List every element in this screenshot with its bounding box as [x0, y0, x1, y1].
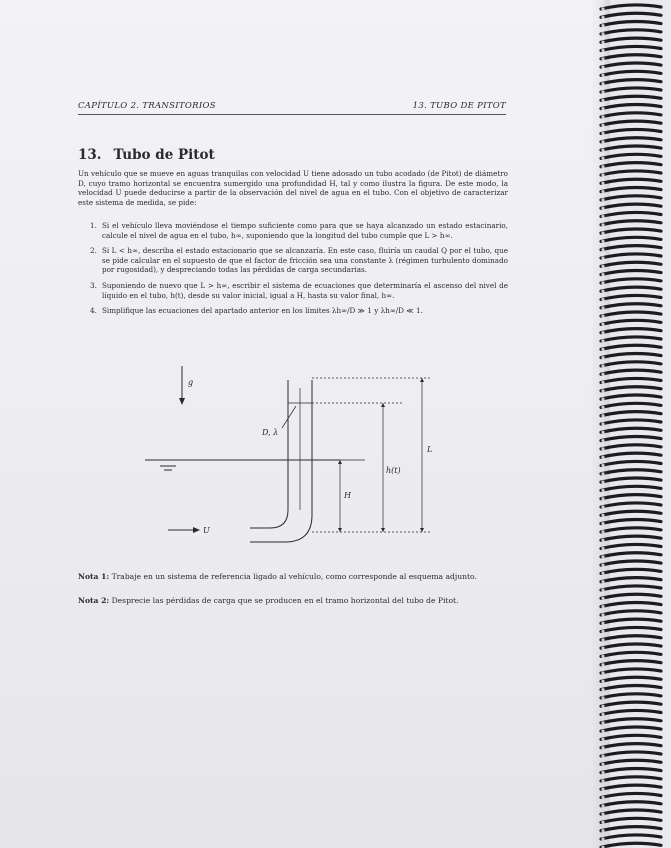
spiral-coil: [601, 138, 661, 142]
spiral-coil: [601, 511, 661, 515]
spiral-coil: [601, 345, 661, 349]
binding-hole: [601, 663, 604, 666]
spiral-coil: [601, 478, 661, 482]
spiral-coil: [601, 71, 661, 75]
binding-hole: [601, 373, 604, 376]
spiral-coil: [601, 403, 661, 407]
binding-hole: [601, 339, 604, 342]
spiral-coil: [601, 760, 661, 764]
spiral-coil: [601, 503, 661, 507]
binding-hole: [601, 82, 604, 85]
binding-hole: [601, 99, 604, 102]
binding-hole: [601, 788, 604, 791]
binding-hole: [601, 124, 604, 127]
spiral-coil: [601, 13, 661, 17]
spiral-coil: [601, 735, 661, 739]
binding-hole: [601, 505, 604, 508]
spiral-coil: [601, 370, 661, 374]
binding-hole: [601, 381, 604, 384]
spiral-coil: [601, 843, 661, 847]
binding-hole: [601, 489, 604, 492]
spiral-coil: [601, 304, 661, 308]
binding-hole: [601, 265, 604, 268]
spiral-coil: [601, 445, 661, 449]
binding-hole: [601, 696, 604, 699]
gravity-arrowhead: [179, 398, 185, 405]
binding-hole: [601, 613, 604, 616]
spiral-coil: [601, 561, 661, 565]
note-1: [78, 572, 518, 582]
spiral-coil: [601, 495, 661, 499]
task-index: 4.: [90, 306, 97, 316]
binding-hole: [601, 464, 604, 467]
binding-hole: [601, 829, 604, 832]
spiral-binding-svg: [595, 0, 671, 848]
spiral-coil: [601, 644, 661, 648]
spiral-coil: [601, 287, 661, 291]
binding-hole: [601, 514, 604, 517]
note-label: Nota 1:: [78, 572, 110, 581]
spiral-coil: [601, 279, 661, 283]
binding-hole: [601, 539, 604, 542]
binding-hole: [601, 7, 604, 10]
spiral-coil: [601, 96, 661, 100]
note-text: Desprecie las pérdidas de carga que se producen en el tramo horizontal del tubo de Pitot.: [111, 596, 459, 605]
binding-hole: [601, 422, 604, 425]
spiral-coil: [601, 802, 661, 806]
binding-hole: [601, 398, 604, 401]
binding-hole: [601, 364, 604, 367]
binding-hole: [601, 389, 604, 392]
binding-hole: [601, 190, 604, 193]
spiral-coil: [601, 105, 661, 109]
spiral-coil: [601, 262, 661, 266]
dim-arrowhead: [420, 528, 424, 532]
binding-hole: [601, 298, 604, 301]
label-H: H: [344, 491, 351, 500]
spiral-coil: [601, 171, 661, 175]
binding-hole: [601, 796, 604, 799]
binding-hole: [601, 738, 604, 741]
spiral-coil: [601, 63, 661, 67]
binding-hole: [601, 315, 604, 318]
spiral-coil: [601, 553, 661, 557]
spiral-coil: [601, 520, 661, 524]
dim-arrowhead: [381, 403, 385, 407]
binding-hole: [601, 580, 604, 583]
binding-hole: [601, 240, 604, 243]
binding-hole: [601, 207, 604, 210]
spiral-coil: [601, 619, 661, 623]
spiral-coil: [601, 536, 661, 540]
dim-arrowhead: [338, 528, 342, 532]
binding-hole: [601, 655, 604, 658]
binding-hole: [601, 306, 604, 309]
binding-hole: [601, 481, 604, 484]
binding-hole: [601, 746, 604, 749]
binding-hole: [601, 721, 604, 724]
binding-hole: [601, 779, 604, 782]
note-2: [78, 596, 518, 606]
binding-hole: [601, 356, 604, 359]
header-section: 13. TUBO DE PITOT: [412, 101, 506, 111]
spiral-coil: [601, 769, 661, 773]
binding-hole: [601, 90, 604, 93]
task-item: [90, 306, 508, 316]
binding-hole: [601, 456, 604, 459]
binding-hole: [601, 256, 604, 259]
spiral-coil: [601, 777, 661, 781]
binding-hole: [601, 837, 604, 840]
binding-hole: [601, 173, 604, 176]
binding-hole: [601, 522, 604, 525]
binding-hole: [601, 57, 604, 60]
spiral-coil: [601, 254, 661, 258]
binding-hole: [601, 688, 604, 691]
spiral-coil: [601, 528, 661, 532]
task-text: Si L < h∞, describa el estado estacionario que se alcanzaría. En este caso, fluiría un caudal Q por el tubo, que se pide calcular en el supuesto de que el factor de fricción sea una constante λ (régimen turbulento dominado por rugosidad), y despreciando todas las pérdidas de carga secundarias.: [102, 246, 508, 275]
binding-hole: [601, 671, 604, 674]
binding-hole: [601, 705, 604, 708]
binding-hole: [601, 622, 604, 625]
spiral-coil: [601, 710, 661, 714]
spiral-coil: [601, 428, 661, 432]
spiral-coil: [601, 121, 661, 125]
spiral-coil: [601, 752, 661, 756]
spiral-coil: [601, 378, 661, 382]
spiral-coil: [601, 188, 661, 192]
binding-hole: [601, 49, 604, 52]
spiral-coil: [601, 387, 661, 391]
spiral-coil: [601, 437, 661, 441]
label-L: L: [427, 445, 433, 454]
binding-hole: [601, 132, 604, 135]
binding-hole: [601, 804, 604, 807]
task-index: 1.: [90, 221, 97, 230]
spiral-coil: [601, 793, 661, 797]
spiral-coil: [601, 652, 661, 656]
binding-hole: [601, 406, 604, 409]
spiral-coil: [601, 129, 661, 133]
binding-hole: [601, 115, 604, 118]
task-index: 2.: [90, 246, 97, 256]
spiral-coil: [601, 461, 661, 465]
spiral-coil: [601, 453, 661, 457]
spiral-coil: [601, 154, 661, 158]
spiral-coil: [601, 179, 661, 183]
problem-statement: Un vehículo que se mueve en aguas tranquilas con velocidad U tiene adosado un tubo acodado (de Pitot) de diámetro D, cuyo tramo horizontal se encuentra sumergido una profundidad H, tal y como ilustra la figura. De este modo, la velocidad U puede deducirse a partir de la observación del nivel de agua en el tubo. Con el objetivo de caracterizar este sistema de medida, se pide:: [78, 169, 508, 207]
binding-hole: [601, 771, 604, 774]
spiral-coil: [601, 578, 661, 582]
binding-hole: [601, 754, 604, 757]
spiral-coil: [601, 420, 661, 424]
dim-arrowhead: [420, 378, 424, 382]
spiral-coil: [601, 80, 661, 84]
dim-arrowhead: [338, 460, 342, 464]
spiral-coil: [601, 312, 661, 316]
spiral-binding: [595, 0, 671, 848]
spiral-coil: [601, 486, 661, 490]
dim-arrowhead: [381, 528, 385, 532]
spiral-coil: [601, 677, 661, 681]
spiral-coil: [601, 611, 661, 615]
binding-hole: [601, 821, 604, 824]
spiral-coil: [601, 818, 661, 822]
binding-hole: [601, 281, 604, 284]
task-text: Suponiendo de nuevo que L > h∞, escribir el sistema de ecuaciones que determinaría el ascenso del nivel de líquido en el tubo, h(t), desde su valor inicial, igual a H, hasta su valor final, h∞.: [102, 280, 508, 300]
binding-hole: [601, 66, 604, 69]
tube-outer-wall: [250, 380, 312, 542]
spiral-coil: [601, 702, 661, 706]
binding-hole: [601, 605, 604, 608]
spiral-coil: [601, 395, 661, 399]
running-header: [78, 101, 506, 115]
binding-hole: [601, 157, 604, 160]
binding-hole: [601, 32, 604, 35]
spiral-coil: [601, 686, 661, 690]
spiral-coil: [601, 569, 661, 573]
task-item: [90, 246, 508, 275]
spiral-coil: [601, 694, 661, 698]
binding-hole: [601, 763, 604, 766]
spiral-coil: [601, 329, 661, 333]
label-D-lambda: D, λ: [262, 428, 279, 437]
spiral-coil: [601, 146, 661, 150]
binding-hole: [601, 323, 604, 326]
binding-hole: [601, 273, 604, 276]
spiral-coil: [601, 785, 661, 789]
label-U: U: [203, 526, 210, 535]
binding-hole: [601, 447, 604, 450]
spiral-coil: [601, 55, 661, 59]
pitot-figure-svg: [140, 360, 440, 560]
spiral-coil: [601, 271, 661, 275]
binding-hole: [601, 182, 604, 185]
binding-hole: [601, 140, 604, 143]
binding-hole: [601, 16, 604, 19]
task-text: Simplifique las ecuaciones del apartado anterior en los límites λh∞/D ≫ 1 y λh∞/D ≪ 1.: [102, 306, 423, 316]
spiral-coil: [601, 229, 661, 233]
task-item: [90, 281, 508, 300]
spiral-coil: [601, 22, 661, 26]
binding-hole: [601, 290, 604, 293]
leader-line: [282, 406, 296, 428]
binding-hole: [601, 680, 604, 683]
binding-hole: [601, 431, 604, 434]
binding-hole: [601, 572, 604, 575]
binding-hole: [601, 149, 604, 152]
spiral-coil: [601, 827, 661, 831]
binding-hole: [601, 439, 604, 442]
spiral-coil: [601, 810, 661, 814]
spiral-coil: [601, 544, 661, 548]
binding-hole: [601, 248, 604, 251]
spiral-coil: [601, 320, 661, 324]
spiral-coil: [601, 744, 661, 748]
spiral-coil: [601, 669, 661, 673]
spiral-coil: [601, 354, 661, 358]
binding-hole: [601, 564, 604, 567]
binding-hole: [601, 107, 604, 110]
spiral-coil: [601, 661, 661, 665]
pitot-tube-diagram: [140, 360, 440, 560]
binding-hole: [601, 223, 604, 226]
spiral-coil: [601, 337, 661, 341]
binding-hole: [601, 530, 604, 533]
binding-hole: [601, 630, 604, 633]
spiral-coil: [601, 412, 661, 416]
spiral-coil: [601, 835, 661, 839]
spiral-coil: [601, 594, 661, 598]
label-g: g: [188, 378, 194, 387]
spiral-coil: [601, 727, 661, 731]
binding-hole: [601, 497, 604, 500]
spiral-coil: [601, 362, 661, 366]
task-index: 3.: [90, 280, 97, 290]
binding-hole: [601, 165, 604, 168]
task-item: [90, 221, 508, 240]
spiral-coil: [601, 38, 661, 42]
binding-hole: [601, 232, 604, 235]
task-list: [90, 221, 508, 322]
binding-hole: [601, 647, 604, 650]
binding-hole: [601, 555, 604, 558]
binding-hole: [601, 597, 604, 600]
binding-hole: [601, 41, 604, 44]
binding-hole: [601, 730, 604, 733]
binding-hole: [601, 472, 604, 475]
spiral-coil: [601, 30, 661, 34]
binding-hole: [601, 215, 604, 218]
note-label: Nota 2:: [78, 596, 110, 605]
label-h-t: h(t): [386, 466, 401, 475]
binding-hole: [601, 414, 604, 417]
binding-hole: [601, 348, 604, 351]
spiral-coil: [601, 470, 661, 474]
note-text: Trabaje en un sistema de referencia ligado al vehículo, como corresponde al esquema adjunto.: [111, 572, 477, 581]
binding-hole: [601, 547, 604, 550]
header-chapter: CAPÍTULO 2. TRANSITORIOS: [78, 101, 216, 111]
spiral-coil: [601, 719, 661, 723]
spiral-coil: [601, 46, 661, 50]
binding-hole: [601, 198, 604, 201]
binding-hole: [601, 813, 604, 816]
section-number: 13.: [78, 147, 102, 163]
spiral-coil: [601, 88, 661, 92]
spiral-coil: [601, 212, 661, 216]
spiral-coil: [601, 221, 661, 225]
tube-inner-wall: [250, 380, 288, 528]
section-title-text: Tubo de Pitot: [113, 147, 215, 163]
binding-hole: [601, 713, 604, 716]
spiral-coil: [601, 5, 661, 9]
spiral-coil: [601, 586, 661, 590]
spiral-coil: [601, 113, 661, 117]
spiral-coil: [601, 636, 661, 640]
binding-hole: [601, 331, 604, 334]
spiral-coil: [601, 627, 661, 631]
section-title: [78, 147, 215, 163]
spiral-coil: [601, 246, 661, 250]
velocity-arrowhead: [193, 527, 200, 533]
binding-hole: [601, 638, 604, 641]
spiral-coil: [601, 163, 661, 167]
spiral-coil: [601, 603, 661, 607]
spiral-coil: [601, 237, 661, 241]
task-text: Si el vehículo lleva moviéndose el tiempo suficiente como para que se haya alcanzado un estado estacinario, calcule el nivel de agua en el tubo, h∞, suponiendo que la longitud del tubo cumple que L > h∞.: [102, 221, 508, 240]
spiral-coil: [601, 204, 661, 208]
spiral-coil: [601, 196, 661, 200]
binding-hole: [601, 24, 604, 27]
binding-hole: [601, 74, 604, 77]
binding-hole: [601, 588, 604, 591]
spiral-coil: [601, 295, 661, 299]
